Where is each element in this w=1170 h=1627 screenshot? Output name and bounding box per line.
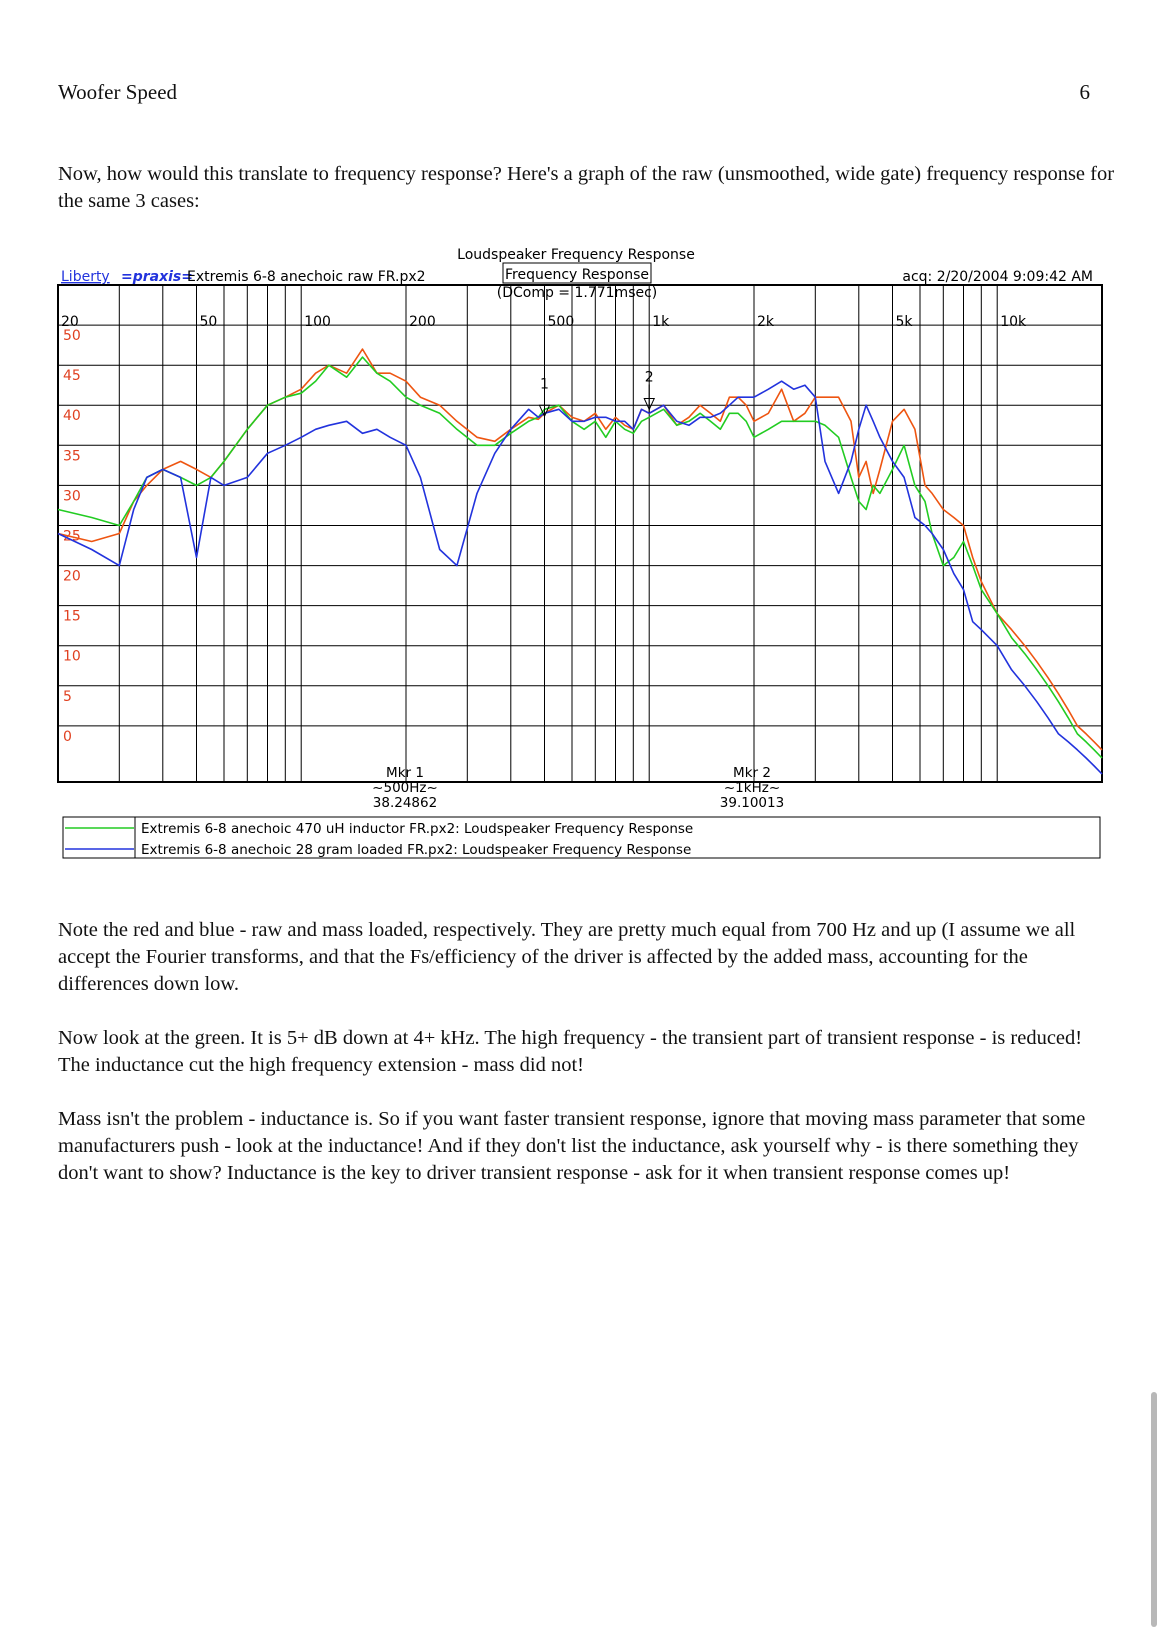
x-tick-label: 500 (547, 314, 575, 330)
y-tick-label: 35 (63, 448, 81, 465)
y-tick-label: 15 (63, 608, 81, 625)
response-curves (58, 349, 1102, 774)
paragraph-green: Now look at the green. It is 5+ dB down at 4+ kHz. The high frequency - the transient part of transient response - is reduced! The inductance cut the high frequency extension - mass did not! (58, 1027, 1083, 1076)
legend-entry-inductor: Extremis 6-8 anechoic 470 uH inductor FR.px2: Loudspeaker Frequency Response (141, 821, 694, 837)
marker-2-value: 39.10013 (719, 795, 785, 811)
marker-number: 1 (540, 376, 549, 393)
series-line (58, 357, 1102, 758)
marker-2-frequency: ~1kHz~ (723, 780, 781, 796)
marker-number: 2 (644, 369, 654, 386)
x-tick-label: 20 (61, 314, 79, 330)
vertical-scrollbar[interactable] (1151, 1392, 1157, 1627)
marker-1-name: Mkr 1 (386, 765, 424, 781)
paragraph-red-blue: Note the red and blue - raw and mass loaded, respectively. They are pretty much equal from 700 Hz and up (I assume we all accept the Fourier transforms, and that the Fs/efficiency of the driver is affected by the added mass, accounting for the differences down low. (58, 919, 1076, 995)
y-tick-label: 10 (63, 648, 81, 665)
plot-frame (58, 285, 1102, 782)
y-tick-label: 50 (63, 328, 81, 345)
y-tick-label: 45 (63, 368, 81, 385)
running-header-title: Woofer Speed (58, 80, 178, 104)
plot-grid (58, 285, 1102, 782)
chart-subtitle: Frequency Response (504, 267, 650, 283)
x-tick-label: 5k (895, 314, 913, 330)
y-tick-label: 40 (63, 408, 81, 425)
intro-paragraph: Now, how would this translate to frequency response? Here's a graph of the raw (unsmoothed, wide gate) frequency response for the same 3 cases: (58, 163, 1115, 212)
chart-filename: Extremis 6-8 anechoic raw FR.px2 (187, 269, 426, 285)
y-tick-label: 30 (63, 488, 81, 505)
marker-symbols (539, 370, 654, 420)
app-name: Liberty (61, 269, 110, 285)
dcomp-label: (DComp = 1.771msec) (496, 285, 658, 301)
acq-timestamp: acq: 2/20/2004 9:09:42 AM (902, 269, 1093, 285)
y-tick-label: 5 (63, 688, 72, 705)
series-line (58, 381, 1102, 774)
y-tick-label: 20 (63, 568, 81, 585)
x-tick-label: 2k (757, 314, 775, 330)
page-number: 6 (1079, 80, 1090, 104)
legend-entry-mass-loaded: Extremis 6-8 anechoic 28 gram loaded FR.px2: Loudspeaker Frequency Response (141, 842, 692, 858)
chart-title: Loudspeaker Frequency Response (457, 247, 695, 263)
marker-1-frequency: ~500Hz~ (372, 780, 438, 796)
y-tick-label: 0 (63, 728, 72, 745)
series-line (58, 349, 1102, 750)
marker-2-name: Mkr 2 (733, 765, 771, 781)
x-tick-label: 200 (409, 314, 436, 330)
marker-1-value: 38.24862 (372, 795, 438, 811)
x-tick-label: 1k (652, 314, 670, 330)
frequency-response-figure (0, 240, 1170, 900)
paragraph-inductance: Mass isn't the problem - inductance is. So if you want faster transient response, ignore that moving mass parameter that some manufacturers push - look at the inductance! And if they don't list the inductance, ask yourself why - is there something they don't want to show? Inductance is the key to driver transient response - ask for it when transient response comes up! (58, 1108, 1086, 1184)
x-tick-label: 50 (199, 314, 218, 330)
brand-logo: =praxis= (121, 269, 193, 285)
y-tick-label: 25 (63, 528, 81, 545)
x-tick-label: 10k (1000, 314, 1027, 330)
x-tick-label: 100 (304, 314, 331, 330)
